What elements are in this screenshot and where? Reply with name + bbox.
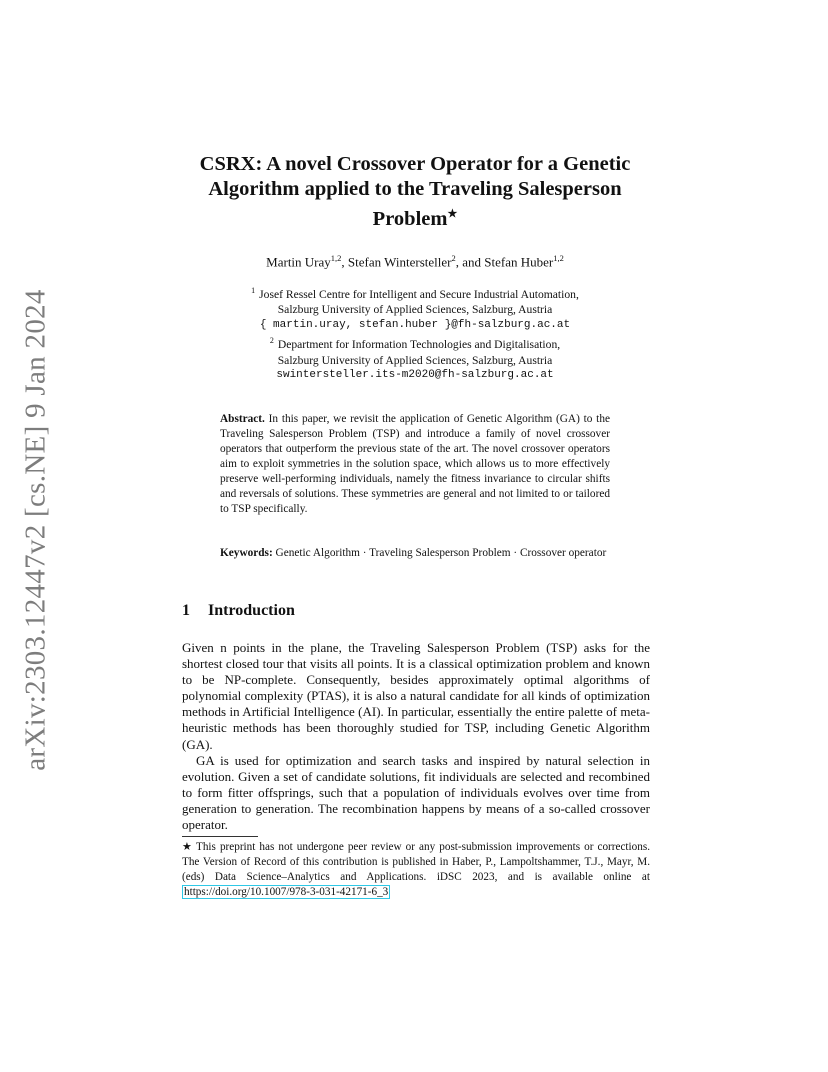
arxiv-stamp-text: arXiv:2303.12447v2 [cs.NE] 9 Jan 2024 [19, 289, 52, 771]
title-footnote-mark[interactable]: ★ [447, 208, 458, 220]
footnote [182, 840, 650, 900]
author-name: Stefan Huber [484, 254, 554, 270]
affiliation-line: Department for Information Technologies and Digitalisation, [277, 338, 561, 352]
affiliation-email: swintersteller.its-m2020@fh-salzburg.ac.at [276, 369, 554, 382]
abstract-text: In this paper, we revisit the application of Genetic Algorithm (GA) to the Traveling Salesperson Problem (TSP) and introduce a family of novel crossover operators that outperform the previous state of the art. The novel crossover operators aim to exploit symmetries in the solution space, which allows us to more effectively preserve well-performing individuals, namely the fitness invariance to circular shifts and reversals of solutions. These symmetries are general and not limited to or tailored to TSP specifically. [220, 413, 610, 515]
affiliation-1 [200, 283, 630, 333]
affiliation-number: 2 [269, 336, 274, 346]
intro-body [182, 640, 650, 833]
affiliation-number: 1 [251, 286, 256, 295]
author-separator: , and [455, 254, 485, 270]
author-name: Martin Uray [266, 254, 331, 270]
keywords-text: Genetic Algorithm · Traveling Salesperson Problem · Crossover operator [275, 547, 607, 559]
affiliation-line: Josef Ressel Centre for Intelligent and Secure Industrial Automation, [259, 287, 579, 301]
keywords-label: Keywords: [220, 547, 273, 559]
paper-title [170, 152, 660, 232]
footnote-rule [182, 836, 258, 837]
paper-title-text: CSRX: A novel Crossover Operator for a Genetic Algorithm applied to the Traveling Salesperson Problem [199, 153, 631, 230]
footnote-mark: ★ [182, 841, 193, 853]
section-number: 1 [182, 602, 190, 619]
affiliations [200, 283, 630, 384]
author-name: Stefan Wintersteller [347, 254, 452, 270]
affiliation-2 [200, 333, 630, 383]
footnote-text: This preprint has not undergone peer review or any post-submission improvements or corrections. The Version of Record of this contribution is published in Haber, P., Lampoltshammer, T.J., Mayr, M. (eds) Data Science–Analytics and Applications. iDSC 2023, and is available online at [182, 841, 650, 883]
abstract [220, 412, 610, 517]
abstract-label: Abstract. [220, 413, 265, 425]
affiliation-line: Salzburg University of Applied Sciences, Salzburg, Austria [277, 353, 553, 367]
author-affil-sup: 1,2 [553, 253, 564, 263]
doi-link[interactable]: https://doi.org/10.1007/978-3-031-42171-6_3 [184, 886, 389, 898]
author-separator: , [341, 254, 348, 270]
author-affil-sup: 1,2 [330, 253, 342, 263]
keywords [220, 546, 610, 561]
intro-paragraph: GA is used for optimization and search tasks and inspired by natural selection in evolution. Given a set of candidate solutions, fit individuals are selected and recombined to form fitter offsprings, such that a population of individuals evolves over time from generation to generation. The recombination happens by means of a so-called crossover operator. [182, 752, 650, 833]
section-title: Introduction [208, 602, 295, 619]
author-list [150, 253, 680, 270]
affiliation-line: Salzburg University of Applied Sciences, Salzburg, Austria [277, 303, 553, 317]
intro-paragraph: Given n points in the plane, the Traveling Salesperson Problem (TSP) asks for the shortest closed tour that visits all points. It is a classical optimization problem and known to be NP-complete. Consequently, besides approximately optimal algorithms of polynomial complexity (PTAS), it is also a natural candidate for all kinds of optimization methods in Artificial Intelligence (AI). In particular, essentially the entire palette of meta-heuristic methods has been thoroughly studied for TSP, including Genetic Algorithm (GA). [182, 640, 650, 752]
author-affil-sup: 2 [451, 253, 456, 263]
arxiv-stamp [14, 289, 58, 771]
section-heading [182, 602, 295, 620]
affiliation-email: { martin.uray, stefan.huber }@fh-salzburg.ac.at [259, 318, 571, 331]
